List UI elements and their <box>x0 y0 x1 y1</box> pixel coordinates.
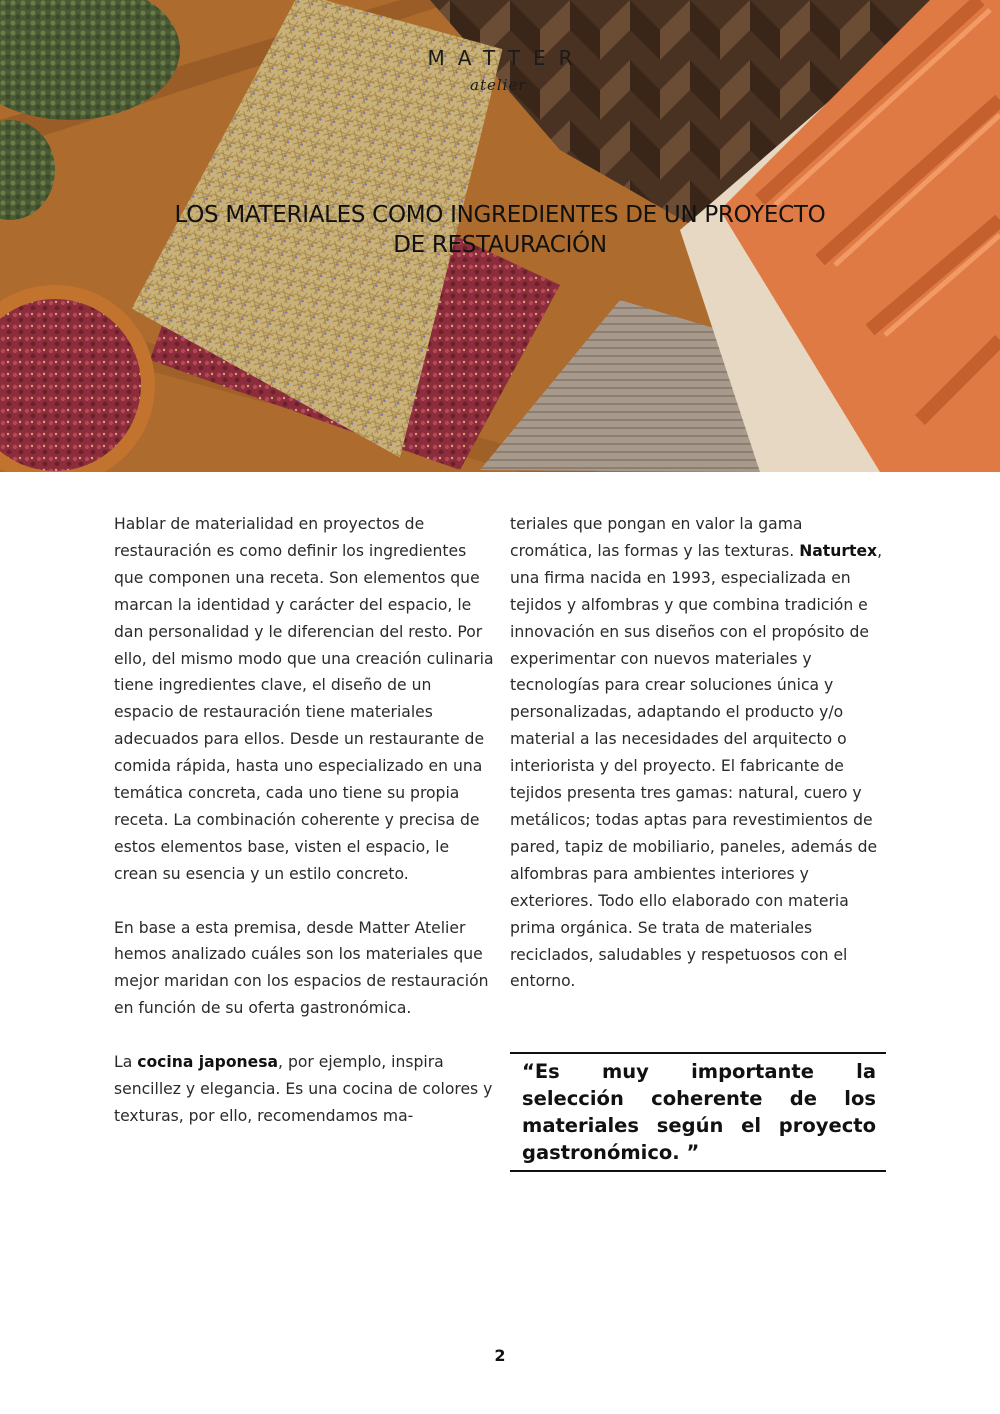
left-column <box>114 511 494 1130</box>
pull-quote-text: “Es muy importante la selección coherente de los materiales según el proyecto gastronómico. ” <box>522 1060 876 1164</box>
paragraph: En base a esta premisa, desde Matter Atelier hemos analizado cuáles son los materiales que mejor maridan con los espacios de restauración en función de su oferta gastronómica. <box>114 918 489 1018</box>
page-number: 2 <box>494 1346 506 1365</box>
page-title <box>100 200 900 260</box>
bold-term: cocina japonesa <box>137 1053 279 1072</box>
pull-quote <box>510 1052 886 1172</box>
text-span: , una firma nacida en 1993, especializada en tejidos y alfombras y que combina tradición e innovación en sus diseños con el propósito de experimentar con nuevos materiales y tecnologías para crear soluciones única y personalizadas, adaptando el producto y/o material a las necesidades del arquitecto o interiorista y del proyecto. El fabricante de tejidos presenta tres gamas: natural, cuero y metálicos; todas aptas para revestimientos de pared, tapiz de mobiliario, paneles, además de alfombras para ambientes interiores y exteriores. Todo ello elaborado con materia prima orgánica. Se trata de materiales reciclados, saludables y respetuosos con el entorno. <box>510 541 883 991</box>
right-column <box>510 511 886 995</box>
text-span: , por ejemplo, inspira sencillez y elegancia. Es una cocina de colores y texturas, por ello, recomendamos ma- <box>114 1053 493 1125</box>
bold-term: Naturtex <box>799 541 878 560</box>
brand-name: MATTER <box>427 46 586 70</box>
text-span: teriales que pongan en valor la gama cromática, las formas y las texturas. <box>510 515 803 560</box>
paragraph <box>114 1049 494 1130</box>
paragraph <box>510 511 886 995</box>
brand-logo <box>0 46 1000 94</box>
text-span: La <box>114 1053 138 1072</box>
page-title-line1: LOS MATERIALES COMO INGREDIENTES DE UN PROYECTO <box>174 202 826 228</box>
brand-sub: atelier <box>470 76 527 94</box>
hero-photo <box>0 0 1000 472</box>
paragraph: Hablar de materialidad en proyectos de restauración es como definir los ingredientes que componen una receta. Son elementos que marcan la identidad y carácter del espacio, le dan personalidad y le diferencian del resto. Por ello, del mismo modo que una creación culinaria tiene ingredientes clave, el diseño de un espacio de restauración tiene materiales adecuados para ellos. Desde un restaurante de comida rápida, hasta uno especializado en una temática concreta, cada uno tiene su propia receta. La combinación coherente y precisa de estos elementos base, visten el espacio, le crean su esencia y un estilo concreto. <box>114 515 494 883</box>
page-title-line2: DE RESTAURACIÓN <box>393 232 607 258</box>
